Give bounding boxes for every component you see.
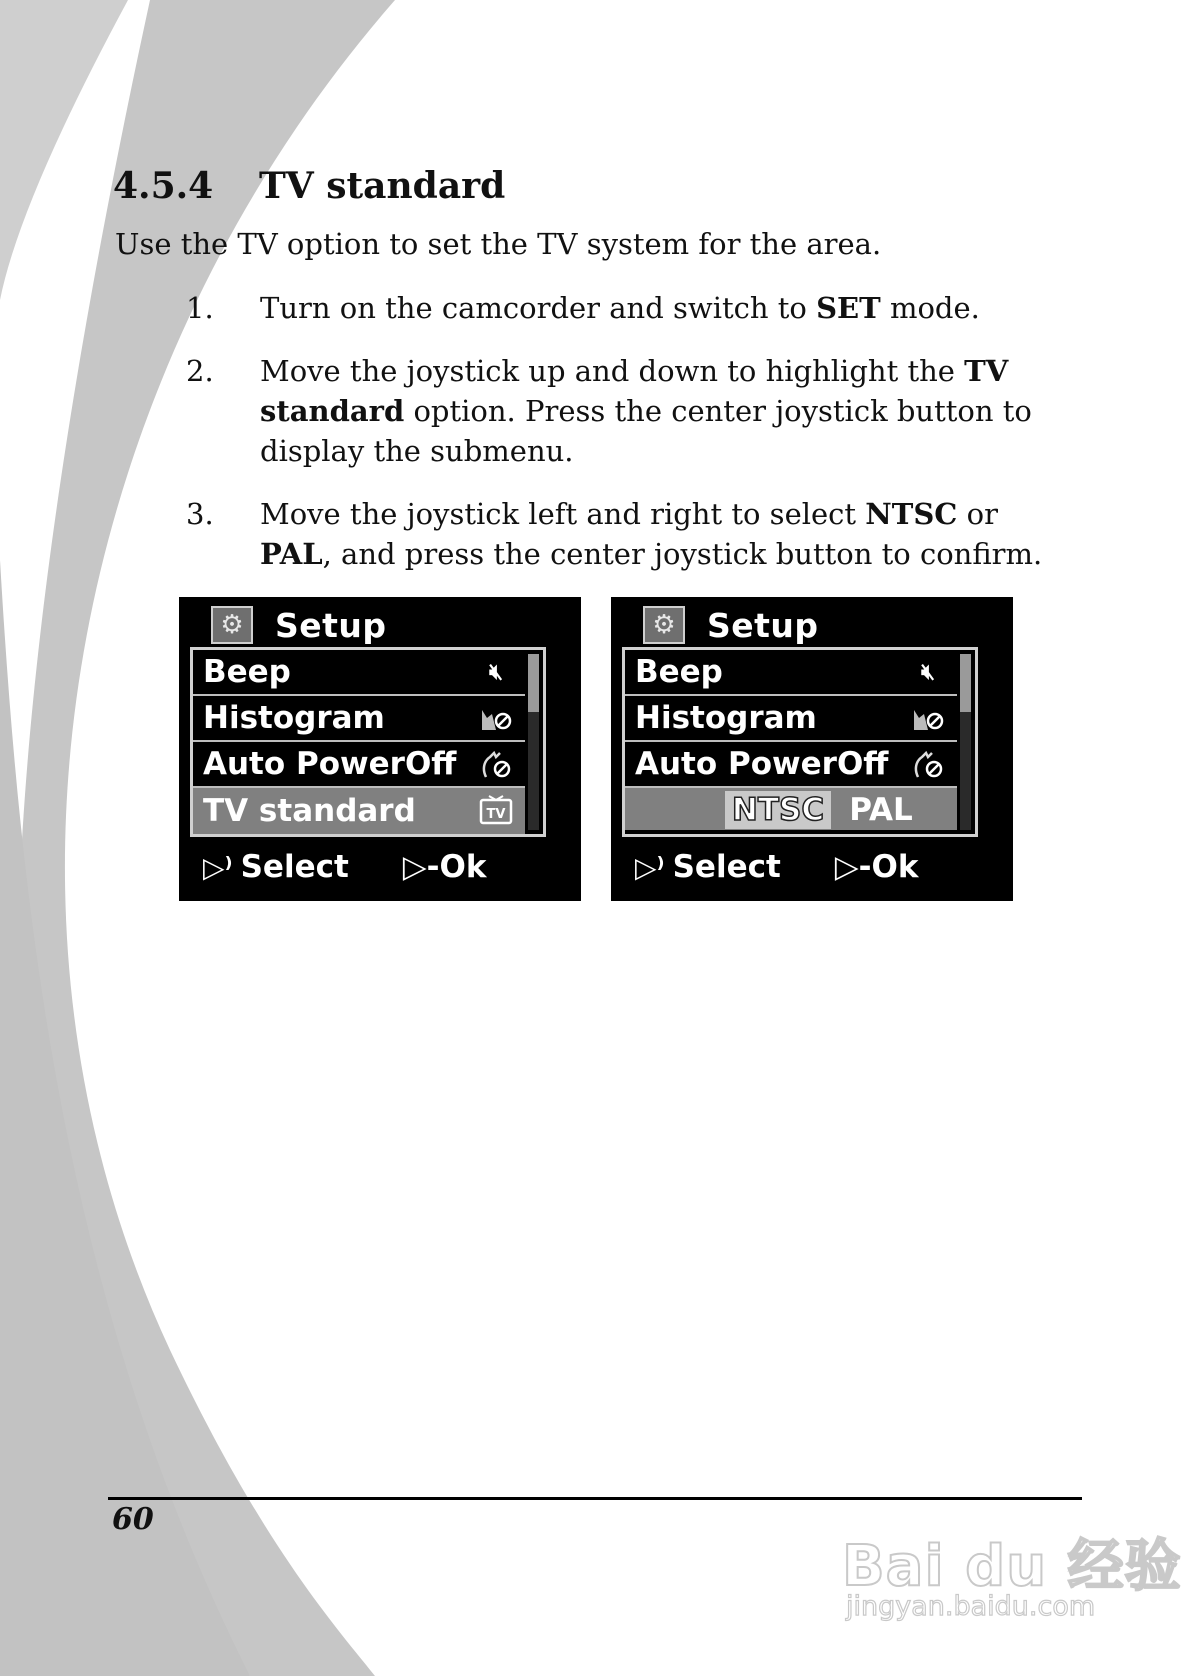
option-pal: PAL <box>849 792 913 828</box>
menu-item-histogram: Histogram <box>625 696 957 742</box>
footer-ok-hint: ▷-Ok <box>834 849 919 885</box>
setup-menu-screenshot-2 <box>611 597 1013 901</box>
section-number: 4.5.4 <box>113 165 214 207</box>
menu-item-beep: Beep 🔇︎ <box>193 650 525 696</box>
section-title: TV standard <box>259 165 506 207</box>
step-number: 3. <box>186 497 214 531</box>
histogram-off-icon <box>479 703 513 733</box>
menu-item-auto-poweroff: Auto PowerOff <box>625 742 957 788</box>
step-number: 1. <box>186 291 214 325</box>
hand-off-icon <box>479 749 513 779</box>
joystick-icon: ▷⁾ <box>203 850 233 884</box>
menu-scrollbar <box>528 654 539 830</box>
svg-text:TV: TV <box>486 807 506 822</box>
step-text: Turn on the camcorder and switch to SET mode. <box>260 291 980 325</box>
footer-select-label: Select <box>672 849 781 885</box>
watermark-url: jingyan.baidu.com <box>846 1591 1096 1622</box>
steps-list <box>186 288 1066 597</box>
footer-ok-hint: ▷-Ok <box>402 849 487 885</box>
gear-icon: ⚙ <box>643 606 685 644</box>
histogram-off-icon <box>911 703 945 733</box>
step-1 <box>186 288 1066 328</box>
tv-standard-options-row <box>625 788 957 830</box>
footer-select-label: Select <box>240 849 349 885</box>
gear-icon: ⚙ <box>211 606 253 644</box>
option-ntsc: NTSC <box>725 791 831 829</box>
watermark-logo: Bai du 经验 <box>842 1534 1182 1599</box>
section-heading <box>113 162 505 210</box>
screen-footer <box>203 849 487 885</box>
setup-menu <box>622 647 978 837</box>
speaker-muted-icon: 🔇︎ <box>921 659 935 685</box>
footer-rule <box>108 1497 1082 1500</box>
step-number: 2. <box>186 354 214 388</box>
page-number: 60 <box>112 1502 154 1537</box>
screen-footer <box>635 849 919 885</box>
step-text: Move the joystick left and right to select NTSC or PAL, and press the center joystick button to confirm. <box>260 497 1043 571</box>
screen-title: Setup <box>707 605 819 645</box>
setup-menu <box>190 647 546 837</box>
menu-item-histogram: Histogram <box>193 696 525 742</box>
step-2 <box>186 351 1066 471</box>
menu-scrollbar <box>960 654 971 830</box>
menu-item-beep: Beep 🔇︎ <box>625 650 957 696</box>
screen-title-bar <box>643 603 819 647</box>
intro-paragraph: Use the TV option to set the TV system for the area. <box>115 227 882 261</box>
setup-menu-screenshot-1 <box>179 597 581 901</box>
joystick-icon: ▷⁾ <box>635 850 665 884</box>
step-3 <box>186 494 1066 574</box>
menu-item-tv-standard: TV standard TV <box>193 788 525 834</box>
screen-title: Setup <box>275 605 387 645</box>
step-text: Move the joystick up and down to highlight the TV standard option. Press the center joystick button to display the submenu. <box>260 354 1032 468</box>
hand-off-icon <box>911 749 945 779</box>
speaker-muted-icon: 🔇︎ <box>489 659 503 685</box>
menu-item-auto-poweroff: Auto PowerOff <box>193 742 525 788</box>
screen-title-bar <box>211 603 387 647</box>
tv-icon <box>479 795 513 825</box>
